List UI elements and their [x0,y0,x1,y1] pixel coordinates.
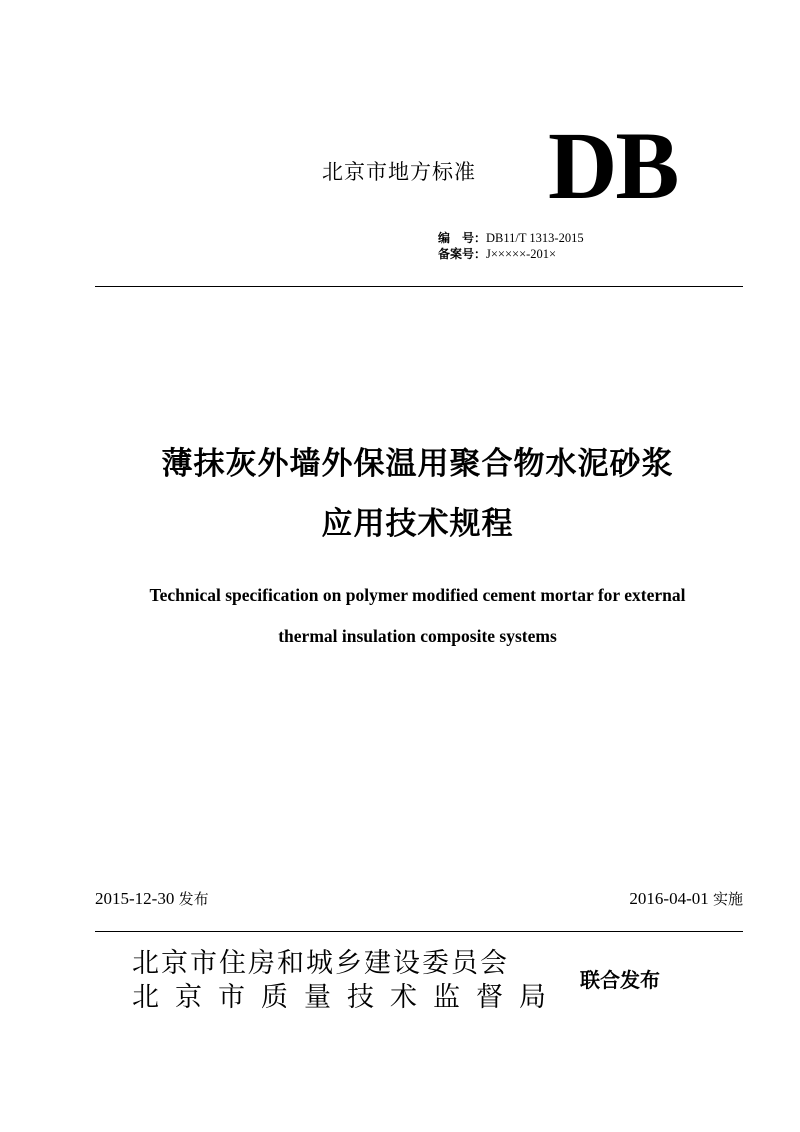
joint-publish-label: 联合发布 [580,968,660,992]
record-number-label: 备案号： [438,247,487,261]
issue-date [95,888,209,909]
title-zh-line2: 应用技术规程 [321,506,514,542]
effective-label: 实施 [712,890,743,908]
effective-date [629,888,743,909]
standard-type: 北京市地方标准 [322,160,476,184]
standard-number-value: DB11/T 1313-2015 [486,231,584,245]
db-logo: DB [548,112,678,219]
title-en-line2: thermal insulation composite systems [278,626,557,646]
record-number-value: J×××××-201× [486,247,557,261]
issue-date-value: 2015-12-30 [95,889,175,908]
publisher-line1: 北京市住房和城乡建设委员会 [132,948,509,979]
effective-date-value: 2016-04-01 [629,889,709,908]
standard-number [438,229,584,246]
issue-label: 发布 [178,890,209,908]
title-zh-line1: 薄抹灰外墙外保温用聚合物水泥砂浆 [161,446,674,482]
publisher-line2: 北京市质量技术监督局 [132,982,562,1013]
title-en-line1: Technical specification on polymer modified cement mortar for external [149,585,686,605]
record-number [438,245,556,262]
top-divider [95,286,743,287]
bottom-divider [95,931,743,932]
standard-number-label: 编 号： [438,231,487,245]
